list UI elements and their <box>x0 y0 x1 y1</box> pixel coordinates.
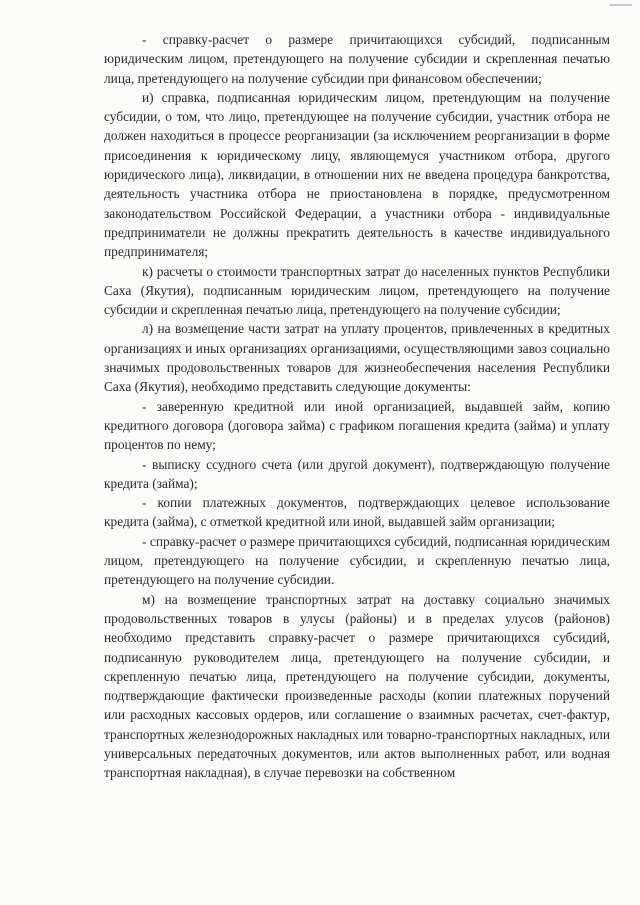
page-corner-mark <box>610 4 632 6</box>
paragraph-k-transport-cost-calc: к) расчеты о стоимости транспортных затрат до населенных пунктов Республики Саха (Якутия), подписанным юридическим лицом, претендующего на получение субсидии и скрепленная печатью лица, претендующего на получение субсидии; <box>104 263 610 318</box>
paragraph-m-transport-reimbursement: м) на возмещение транспортных затрат на доставку социально значимых продовольственных товаров в улусы (районы) и в пределах улусов (районов) необходимо представить справку-расчет о размере причитающихся субсидий, подписанную руководителем лица, претендующего на получение субсидии, и скрепленную печатью лица, претендующего на получение субсидии, документы, подтверждающие фактически произведенные расходы (копии платежных поручений или расходных кассовых ордеров, или соглашение о взаимных расчетах, счет-фактур, транспортных железнодорожных накладных или товарно-транспортных накладных, или универсальных передаточных документов, или актов выполненных работ, или водная транспортная накладная), в случае перевозки на собственном <box>104 591 610 781</box>
paragraph-subsidy-calc-financing: - справку-расчет о размере причитающихся субсидий, подписанным юридическим лицом, претендующего на получение субсидии и скрепленная печатью лица, претендующего на получение субсидии при финансовом обеспечении; <box>104 32 610 86</box>
document-body <box>104 30 610 783</box>
paragraph-i-reorganization-certificate: и) справка, подписанная юридическим лицом, претендующим на получение субсидии, о том, что лицо, претендующее на получение субсидии, участник отбора не должен находиться в процессе реорганизации (за исключением реорганизации в форме присоединения к юридическому лицу, являющемуся участником отбора, другого юридического лица), ликвидации, в отношении них не введена процедура банкротства, деятельность участника отбора не приостановлена в порядке, предусмотренном законодательством Российской Федерации, а участники отбора - индивидуальные предприниматели не должны прекратить деятельность в качестве индивидуального предпринимателя; <box>104 89 610 260</box>
paragraph-loan-agreement-copy: - заверенную кредитной или иной организацией, выдавшей займ, копию кредитного договора (договора займа) с графиком погашения кредита (займа) и уплату процентов по нему; <box>104 398 610 453</box>
paragraph-l-interest-reimbursement: л) на возмещение части затрат на уплату процентов, привлеченных в кредитных организациях и иных организациях организациями, осуществляющими завоз социально значимых продовольственных товаров для жизнеобеспечения населения Республики Саха (Якутия), необходимо представить следующие документы: <box>104 321 610 395</box>
paragraph-payment-documents: - копии платежных документов, подтверждающих целевое использование кредита (займа), с отметкой кредитной или иной, выдавшей займ организации; <box>104 495 610 530</box>
paragraph-loan-account-statement: - выписку ссудного счета (или другой документ), подтверждающую получение кредита (займа); <box>104 456 610 491</box>
paragraph-subsidy-calc-signed: - справку-расчет о размере причитающихся субсидий, подписанная юридическим лицом, претендующего на получение субсидии, и скрепленную печатью лица, претендующего на получение субсидии. <box>104 533 610 588</box>
